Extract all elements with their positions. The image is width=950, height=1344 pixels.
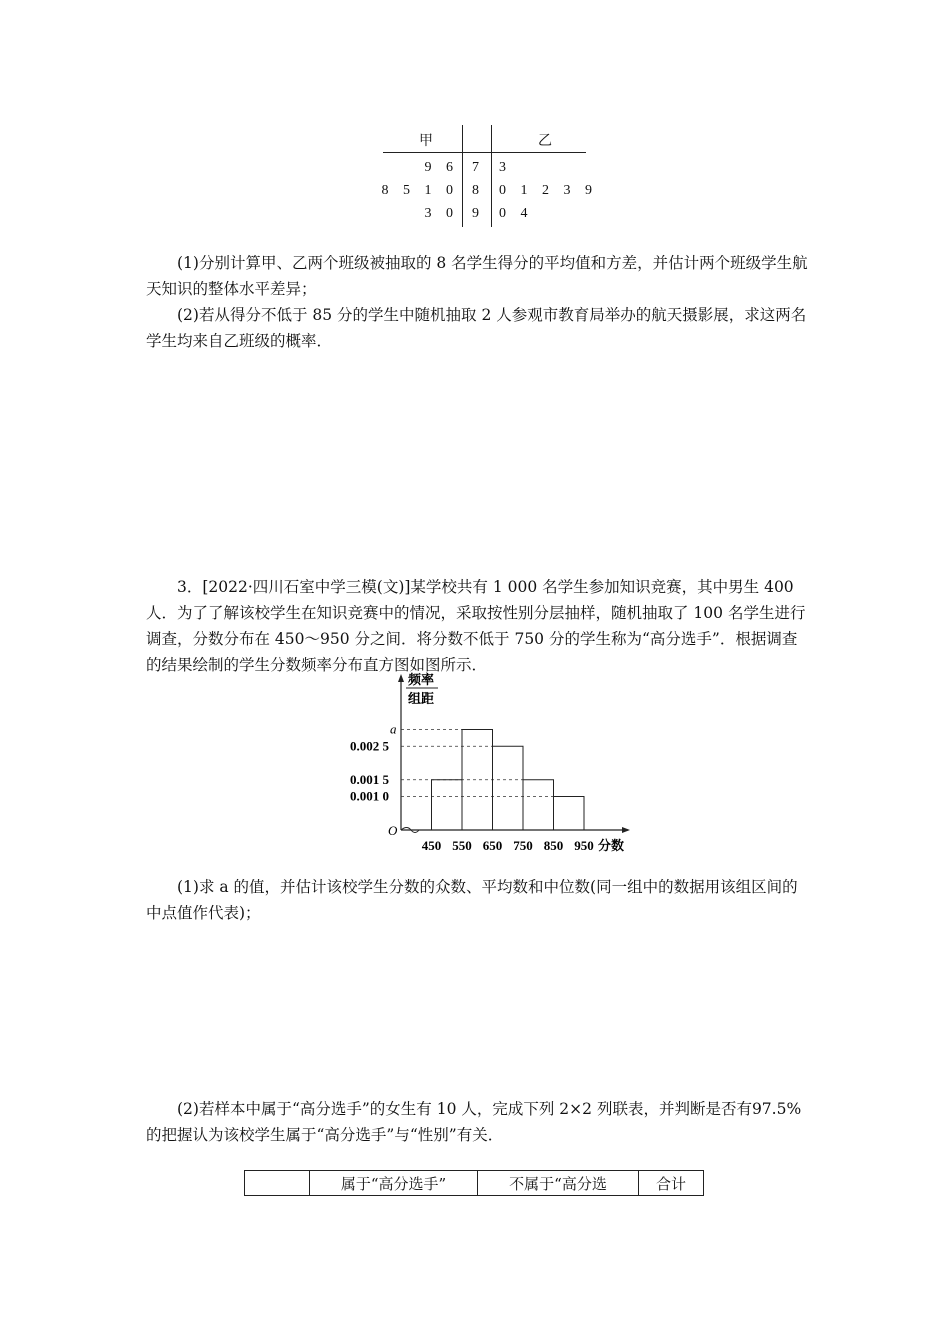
x-axis-label: 分数 [598,838,625,853]
stem-leaf-plot [378,122,608,232]
leaf-left: 1 [424,183,432,198]
leaf-right: 3 [563,183,571,198]
q3-sub2-text: (2)若样本中属于“高分选手”的女生有 10 人，完成下列 2×2 列联表，并判断是否有97.5%的把握认为该校学生属于“高分选手”与“性别”有关． [146,1100,802,1144]
contingency-table [244,1170,704,1196]
table-row [245,1171,704,1196]
table-header-cell: 不属于“高分选 [478,1171,639,1196]
frequency-histogram [346,668,646,858]
table-header-cell: 合计 [639,1171,704,1196]
leaf-left: 8 [381,183,389,198]
histogram-bar [432,780,463,830]
leaf-left: 0 [446,183,453,198]
q2-sub2-text: (2)若从得分不低于 85 分的学生中随机抽取 2 人参观市教育局举办的航天摄影展，求这两名学生均来自乙班级的概率． [146,306,807,350]
y-label-numerator: 频率 [408,672,435,687]
right-header: 乙 [538,133,552,149]
y-axis-arrow [398,674,404,682]
x-tick-label: 650 [482,838,503,853]
leaf-left: 0 [446,206,453,221]
stem: 7 [472,160,479,175]
leaf-right: 0 [499,183,506,198]
stem: 8 [472,183,479,198]
leaf-right: 2 [542,183,549,198]
x-tick-label: 850 [543,838,564,853]
right-divider [491,125,492,227]
table-header-cell [245,1171,310,1196]
y-tick-label: 0.002 5 [350,738,389,754]
q3-sub1-text: (1)求 a 的值，并估计该校学生分数的众数、平均数和中位数(同一组中的数据用该组区间的中点值作代表)； [146,878,798,922]
x-tick-label: 450 [421,838,442,853]
leaf-left: 3 [424,206,432,221]
leaf-left: 9 [424,160,432,175]
histogram-bar [523,780,554,830]
leaf-right: 0 [499,206,506,221]
x-tick-label: 550 [452,838,472,853]
histogram-bar [554,797,585,831]
leaf-right: 3 [499,160,506,175]
y-tick-label: 0.001 0 [350,788,389,804]
x-axis-arrow [622,827,630,833]
y-tick-label: a [390,721,397,737]
left-divider [462,125,463,227]
table-header-cell: 属于“高分选手” [310,1171,478,1196]
leaf-right: 9 [585,183,592,198]
header-rule [383,152,586,153]
leaf-left: 5 [403,183,410,198]
stem: 9 [472,206,479,221]
q3-intro-text: 3．[2022·四川石室中学三模(文)]某学校共有 1 000 名学生参加知识竞赛，其中男生 400 人．为了了解该校学生在知识竞赛中的情况，采取按性别分层抽样，随机抽取了 100 名学生进行调查，分数分布在 450～950 分之间．将分数不低于 750 分的学生称为“高分选手”．根据调查的结果绘制的学生分数频率分布直方图如图所示． [146,578,806,674]
left-header: 甲 [419,133,433,149]
y-label-denominator: 组距 [408,691,435,706]
leaf-left: 6 [446,160,453,175]
leaf-right: 1 [520,183,528,198]
origin-label: O [388,823,398,838]
x-tick-label: 950 [574,838,594,853]
y-tick-label: 0.001 5 [350,771,389,787]
leaf-right: 4 [520,206,528,221]
q2-sub1-text: (1)分别计算甲、乙两个班级被抽取的 8 名学生得分的平均值和方差，并估计两个班级学生航天知识的整体水平差异； [146,254,808,298]
histogram-bar [493,746,524,830]
x-tick-label: 750 [513,838,533,853]
